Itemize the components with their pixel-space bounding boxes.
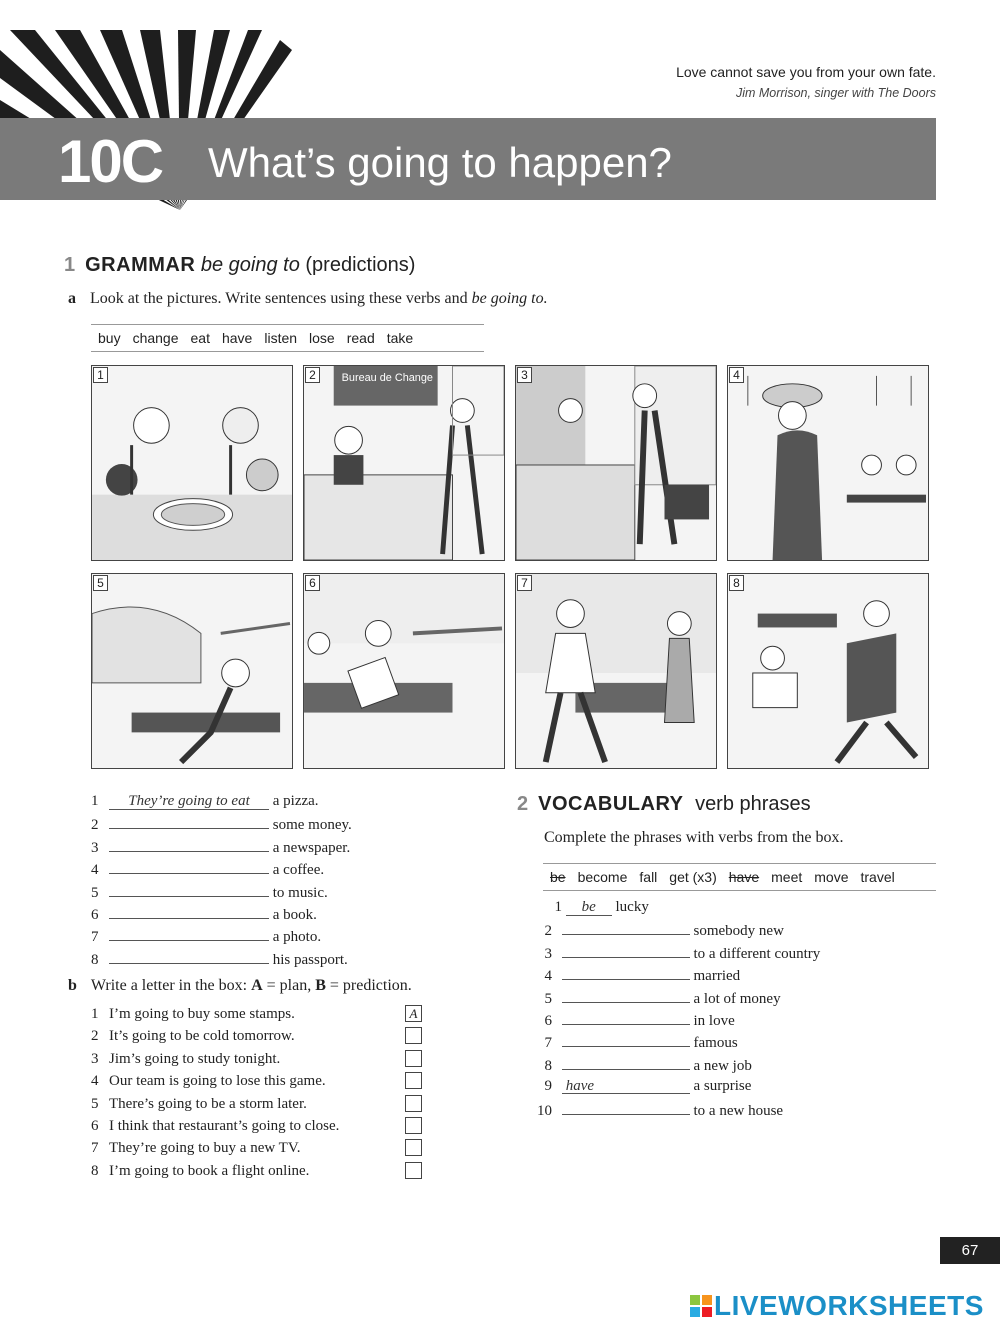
- exercise-item: 7 They’re going to buy a new TV.: [91, 1137, 431, 1159]
- exercise-letter: a: [68, 290, 76, 307]
- picture-number: 8: [729, 575, 744, 591]
- quote-author: Jim Morrison, singer with The Doors: [735, 86, 936, 100]
- epigraph: [676, 64, 936, 100]
- exercise-item: 1 I’m going to buy some stamps. A: [91, 1003, 431, 1025]
- exercise-item: 8 I’m going to book a flight online.: [91, 1160, 431, 1182]
- section-number: 1: [64, 254, 76, 276]
- brand-name: LIVEWORKSHEETS: [714, 1290, 984, 1321]
- section-topic: verb phrases: [695, 793, 811, 815]
- man-losing-passport-illustration: [728, 574, 928, 768]
- picture-8: [727, 573, 929, 769]
- bureau-de-change-illustration: [304, 366, 504, 560]
- section-keyword: GRAMMAR: [85, 254, 196, 276]
- vocabulary-heading: [517, 793, 811, 816]
- picture-1: [91, 365, 293, 561]
- answer-field[interactable]: [562, 1053, 690, 1070]
- answer-field[interactable]: [109, 902, 269, 919]
- answer-field[interactable]: [562, 918, 690, 935]
- answer-field[interactable]: [562, 1008, 690, 1025]
- exercise-item: 8 a new job: [536, 1053, 820, 1075]
- exercise-item: 4 a coffee.: [91, 857, 352, 879]
- man-listening-airport-illustration: [92, 574, 292, 768]
- page-number: 67: [940, 1237, 1000, 1264]
- verb-word: read: [346, 330, 375, 346]
- vocab-word: travel: [860, 869, 895, 885]
- answer-field[interactable]: [562, 941, 690, 958]
- answer-field[interactable]: [109, 947, 269, 964]
- picture-6: [303, 573, 505, 769]
- exercise-item: 2 some money.: [91, 812, 352, 834]
- picture-number: 7: [517, 575, 532, 591]
- verb-word: listen: [264, 330, 298, 346]
- picture-number: 2: [305, 367, 320, 383]
- picture-number: 1: [93, 367, 108, 383]
- vocabulary-word-box: [543, 863, 936, 891]
- exercise-item: 6 a book.: [91, 902, 352, 924]
- exercise-item: 8 his passport.: [91, 947, 352, 969]
- answer-field[interactable]: [109, 835, 269, 852]
- exercise-item: 1 They’re going to eat a pizza.: [91, 793, 319, 809]
- verb-word: buy: [98, 330, 121, 346]
- exercise-letter: b: [68, 977, 77, 994]
- exercise-item: 6 I think that restaurant’s going to close.: [91, 1115, 431, 1137]
- vocab-word: meet: [771, 869, 803, 885]
- exercise-item: 5 to music.: [91, 880, 352, 902]
- verb-word: change: [132, 330, 179, 346]
- unit-code: 10C: [58, 128, 163, 195]
- liveworksheets-icon: [690, 1295, 712, 1317]
- man-taking-photo-illustration: [516, 574, 716, 768]
- instruction-b: b Write a letter in the box: A = plan, B = prediction.: [68, 977, 412, 994]
- answer-field[interactable]: They’re going to eat: [109, 793, 269, 810]
- exercise-1b-list: [91, 1003, 431, 1182]
- woman-reading-airport-illustration: [304, 574, 504, 768]
- section-topic: (predictions): [305, 254, 416, 276]
- exercise-item: 7 a photo.: [91, 924, 352, 946]
- picture-2: [303, 365, 505, 561]
- vocabulary-list: [536, 896, 820, 1120]
- answer-field[interactable]: [562, 963, 690, 980]
- answer-checkbox[interactable]: [405, 1117, 422, 1134]
- picture-3: [515, 365, 717, 561]
- sign-text: Bureau de Change: [341, 371, 433, 384]
- exercise-item: 6 in love: [536, 1008, 820, 1030]
- answer-checkbox[interactable]: [405, 1139, 422, 1156]
- answer-field[interactable]: be: [566, 899, 612, 916]
- exercise-item: 3 to a different country: [536, 941, 820, 963]
- exercise-item: 3 Jim’s going to study tonight.: [91, 1048, 431, 1070]
- picture-7: [515, 573, 717, 769]
- exercise-item: 5 There’s going to be a storm later.: [91, 1093, 431, 1115]
- exercise-item: 10 to a new house: [536, 1098, 820, 1120]
- verb-word: eat: [190, 330, 210, 346]
- answer-checkbox[interactable]: [405, 1072, 422, 1089]
- vocab-word: be: [550, 869, 566, 885]
- instruction-a: a Look at the pictures. Write sentences using these verbs and be going to.: [68, 290, 548, 307]
- answer-checkbox[interactable]: [405, 1095, 422, 1112]
- picture-number: 4: [729, 367, 744, 383]
- answer-field[interactable]: [562, 986, 690, 1003]
- vocab-word: become: [577, 869, 628, 885]
- answer-field[interactable]: [109, 924, 269, 941]
- exercise-item: 4 married: [536, 963, 820, 985]
- exercise-1a-list: [91, 790, 352, 969]
- picture-5: [91, 573, 293, 769]
- verb-box: [91, 324, 484, 352]
- newsagent-illustration: [516, 366, 716, 560]
- verb-word: have: [221, 330, 253, 346]
- answer-field[interactable]: [109, 812, 269, 829]
- unit-title: What’s going to happen?: [208, 139, 672, 186]
- exercise-item: 2 It’s going to be cold tomorrow.: [91, 1025, 431, 1047]
- exercise-item: 2 somebody new: [536, 918, 820, 940]
- section-topic-italic: be going to: [200, 254, 300, 276]
- answer-checkbox[interactable]: [405, 1050, 422, 1067]
- people-eating-pizza-illustration: [92, 366, 292, 560]
- picture-number: 5: [93, 575, 108, 591]
- verb-word: take: [386, 330, 414, 346]
- section-keyword: VOCABULARY: [538, 793, 684, 815]
- vocab-word: have: [728, 869, 760, 885]
- exercise-item: 4 Our team is going to lose this game.: [91, 1070, 431, 1092]
- answer-field[interactable]: [109, 880, 269, 897]
- answer-field[interactable]: [562, 1030, 690, 1047]
- exercise-item: 3 a newspaper.: [91, 835, 352, 857]
- vocab-word: fall: [639, 869, 658, 885]
- picture-number: 6: [305, 575, 320, 591]
- answer-field[interactable]: [109, 857, 269, 874]
- picture-4: [727, 365, 929, 561]
- exercise-item: 9 have a surprise: [544, 1078, 752, 1095]
- exercise-item: 5 a lot of money: [536, 986, 820, 1008]
- quote-text: Love cannot save you from your own fate.: [676, 64, 936, 80]
- vocab-word: get (x3): [669, 869, 717, 885]
- picture-number: 3: [517, 367, 532, 383]
- cafe-illustration: [728, 366, 928, 560]
- brand-logo[interactable]: [690, 1290, 984, 1322]
- vocab-word: move: [814, 869, 849, 885]
- exercise-item: 7 famous: [536, 1030, 820, 1052]
- answer-checkbox[interactable]: A: [405, 1005, 422, 1022]
- verb-word: lose: [309, 330, 335, 346]
- vocabulary-instruction: Complete the phrases with verbs from the box.: [544, 829, 844, 846]
- section-number: 2: [517, 793, 529, 815]
- grammar-heading: [64, 254, 415, 277]
- answer-field[interactable]: [562, 1098, 690, 1115]
- answer-field[interactable]: have: [562, 1078, 690, 1094]
- answer-checkbox[interactable]: [405, 1027, 422, 1044]
- answer-checkbox[interactable]: [405, 1162, 422, 1179]
- exercise-item: 1 be lucky: [554, 899, 649, 915]
